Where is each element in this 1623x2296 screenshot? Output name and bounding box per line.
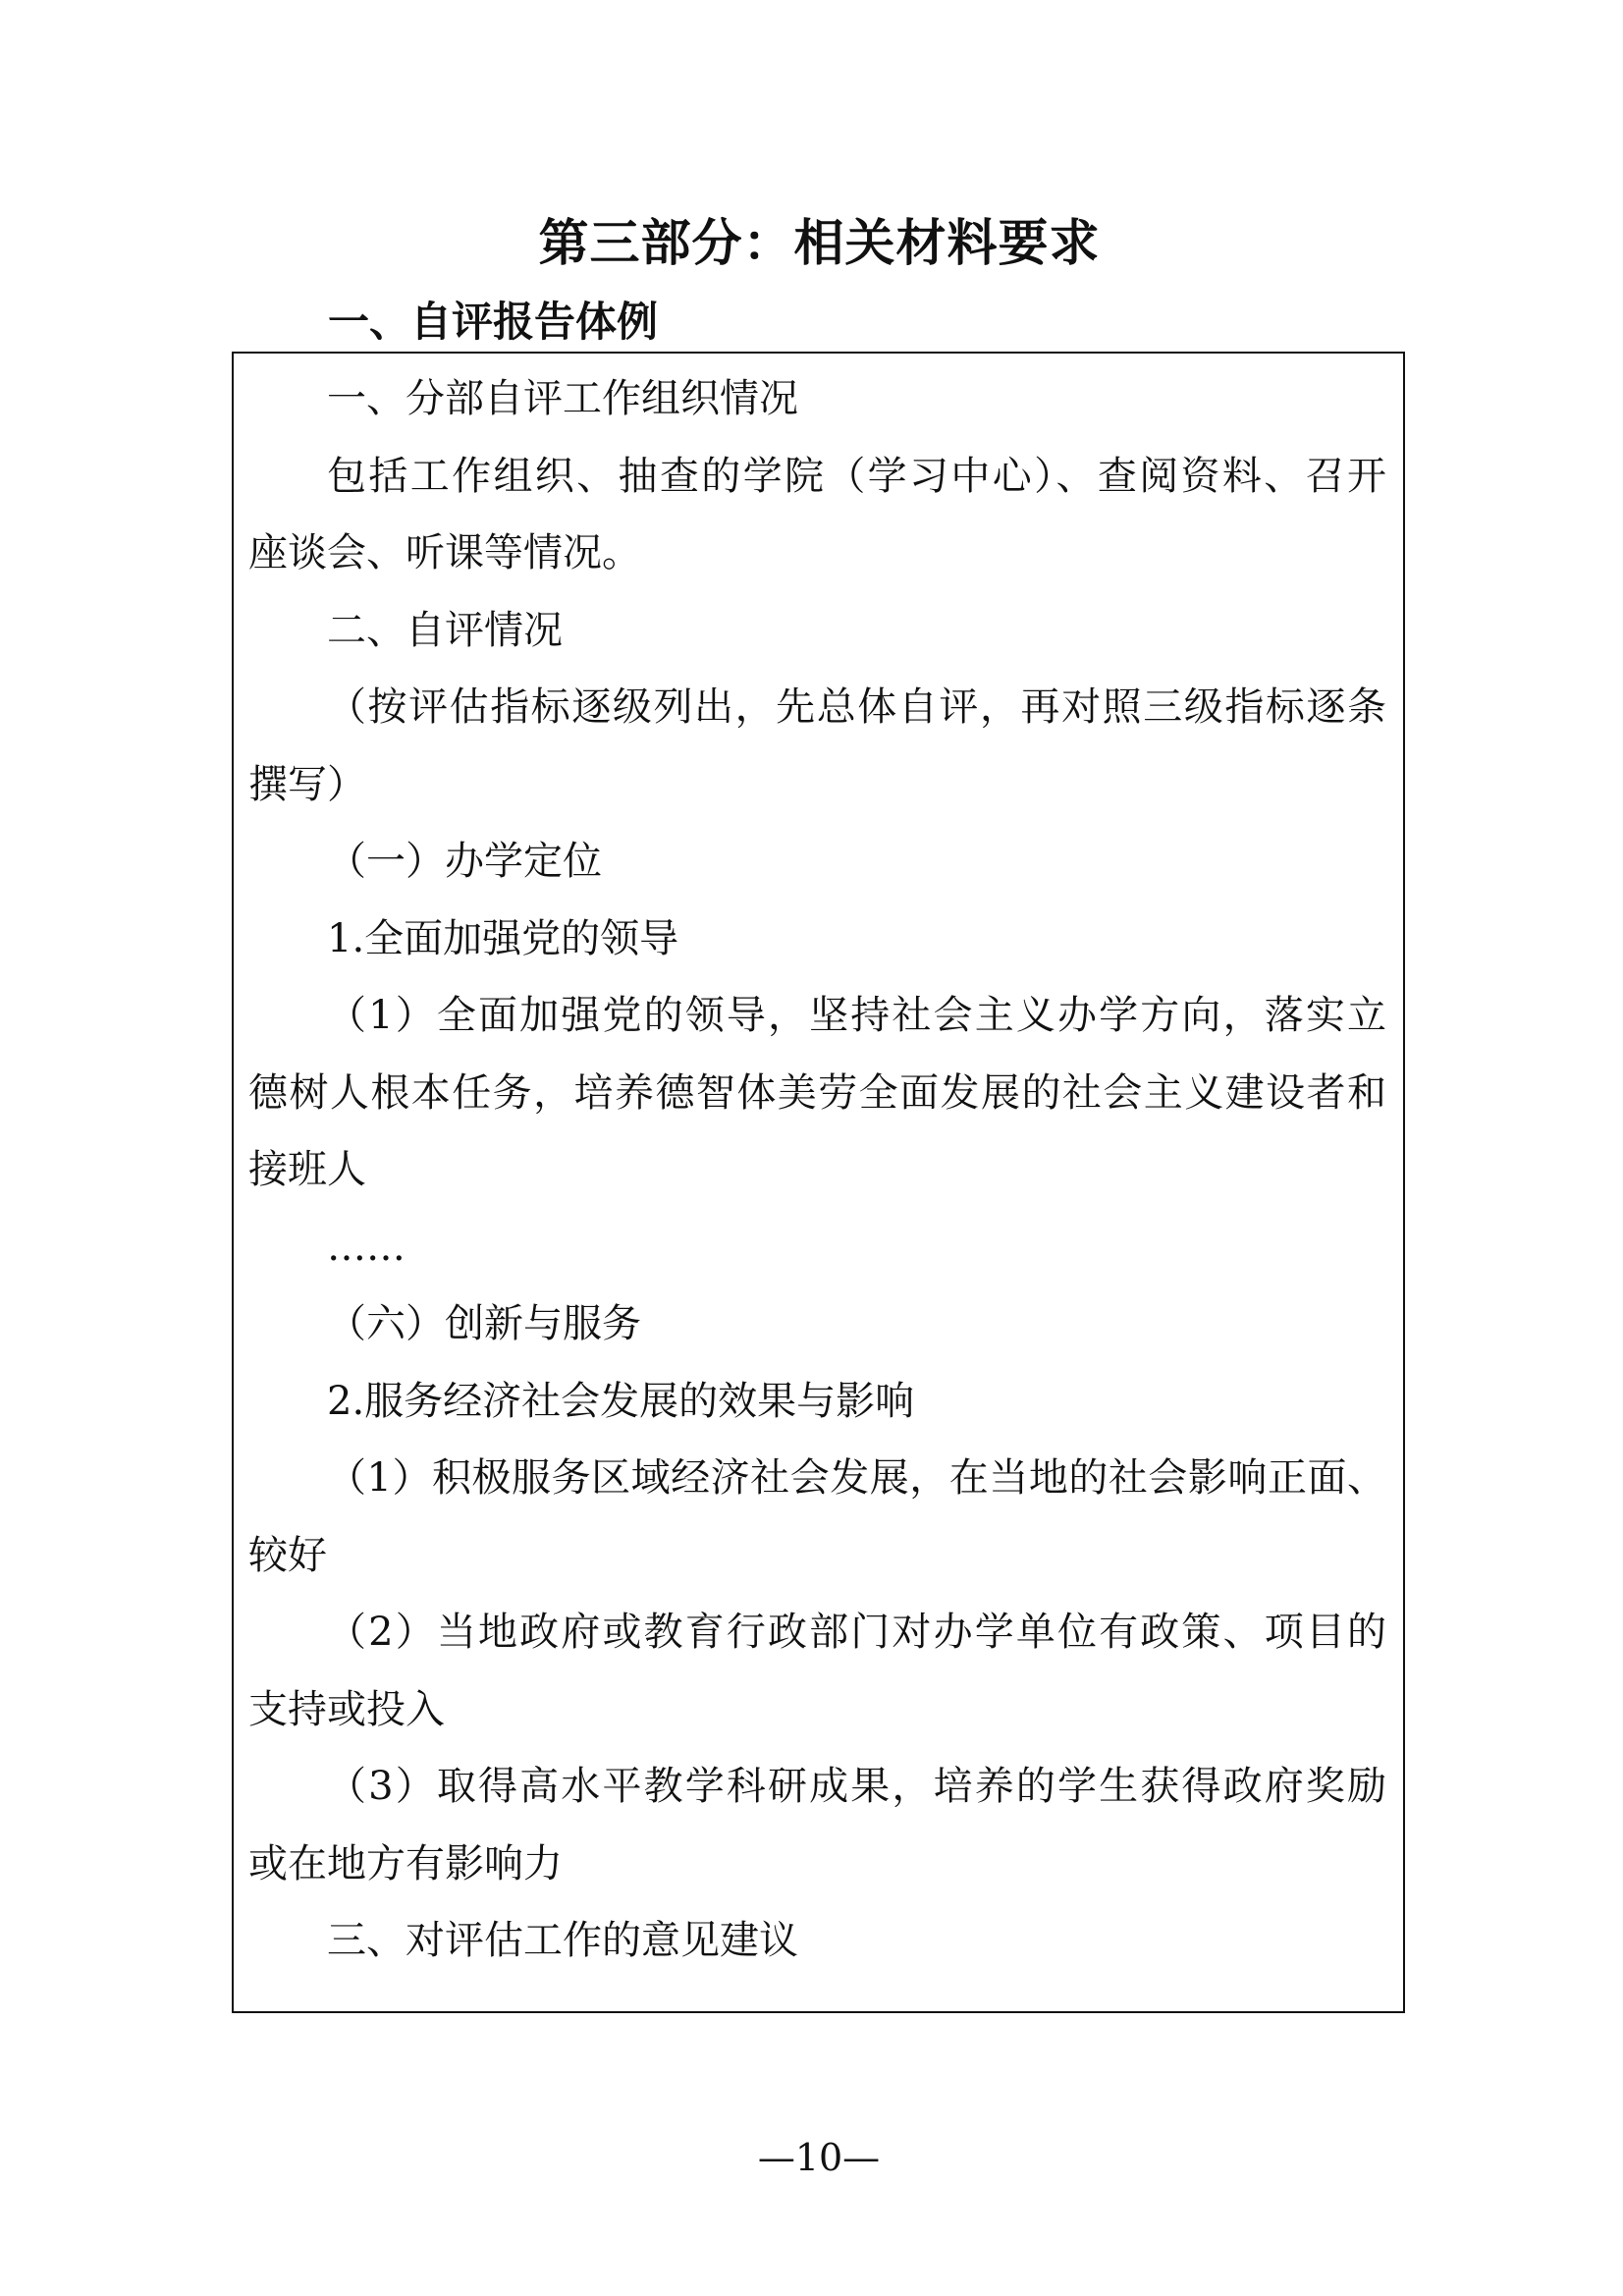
page-title: 第三部分：相关材料要求 bbox=[538, 214, 1101, 273]
box-line: （1）全面加强党的领导，坚持社会主义办学方向，落实立 bbox=[327, 993, 1386, 1038]
box-line: 撰写） bbox=[248, 761, 366, 807]
box-line: 或在地方有影响力 bbox=[248, 1840, 563, 1886]
box-line: 1.全面加强党的领导 bbox=[327, 915, 679, 961]
box-line: （2）当地政府或教育行政部门对办学单位有政策、项目的 bbox=[327, 1610, 1386, 1655]
box-line: （六）创新与服务 bbox=[327, 1301, 641, 1346]
box-line: （按评估指标逐级列出，先总体自评，再对照三级指标逐条 bbox=[327, 684, 1386, 730]
report-template-box bbox=[232, 352, 1405, 2013]
box-line: 座谈会、听课等情况。 bbox=[248, 530, 641, 575]
box-line: 三、对评估工作的意见建议 bbox=[327, 1918, 798, 1963]
box-line: 德树人根本任务，培养德智体美劳全面发展的社会主义建设者和 bbox=[248, 1069, 1386, 1116]
box-line: 一、分部自评工作组织情况 bbox=[327, 376, 798, 421]
box-line: （一）办学定位 bbox=[327, 839, 602, 884]
box-line: 2.服务经济社会发展的效果与影响 bbox=[327, 1378, 915, 1424]
page-number: —10— bbox=[757, 2136, 881, 2179]
box-line: 支持或投入 bbox=[248, 1686, 445, 1732]
box-line: （1）积极服务区域经济社会发展，在当地的社会影响正面、 bbox=[327, 1455, 1386, 1501]
box-line: …… bbox=[327, 1224, 406, 1270]
section-heading: 一、自评报告体例 bbox=[328, 298, 659, 346]
box-line: 接班人 bbox=[248, 1147, 366, 1192]
box-line: 二、自评情况 bbox=[327, 607, 563, 653]
box-line: 较好 bbox=[248, 1532, 327, 1578]
box-line: 包括工作组织、抽查的学院（学习中心）、查阅资料、召开 bbox=[327, 453, 1386, 499]
box-line: （3）取得高水平教学科研成果，培养的学生获得政府奖励 bbox=[327, 1764, 1386, 1809]
